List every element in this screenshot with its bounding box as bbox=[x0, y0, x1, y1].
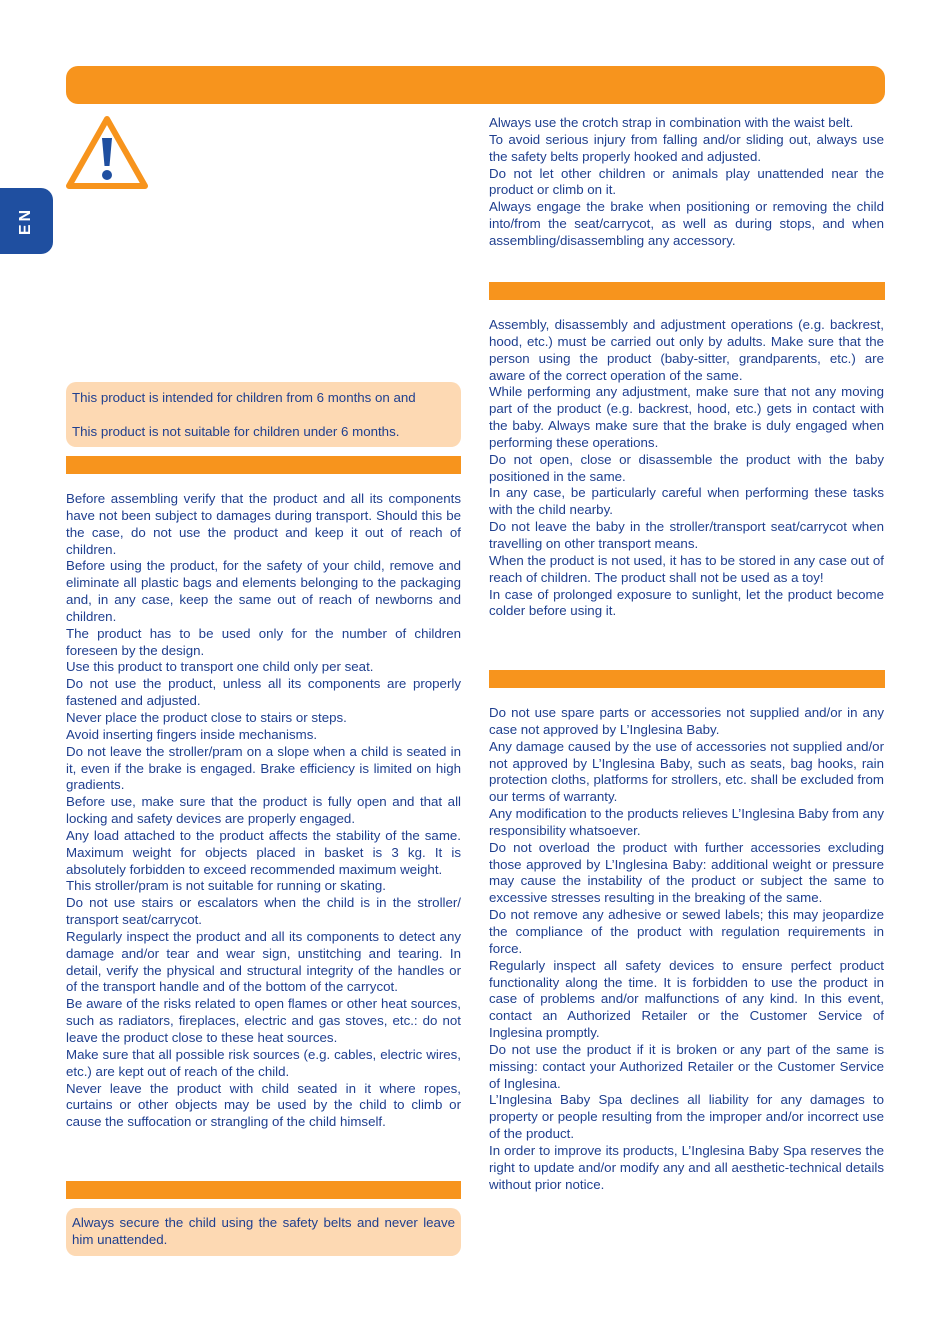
paragraph: Do not use the product if it is broken or any part of the same is missing: contact your Authorized Retailer or the Customer Service of Inglesina. bbox=[489, 1041, 884, 1091]
paragraph: Before use, make sure that the product is fully open and that all locking and safety devices are properly engaged. bbox=[66, 794, 461, 827]
age-notice-line-1: This product is intended for children from 6 months on and bbox=[72, 390, 416, 405]
accessories-text bbox=[489, 705, 884, 1193]
paragraph: To avoid serious injury from falling and/or sliding out, always use the safety belts properly hooked and adjusted. bbox=[489, 131, 884, 164]
paragraph: The product has to be used only for the number of children foreseen by the design. bbox=[66, 625, 461, 658]
paragraph: Any modification to the products relieves L’Inglesina Baby from any responsibility whatsoever. bbox=[489, 806, 884, 838]
age-notice-box bbox=[66, 382, 461, 447]
paragraph: Before assembling verify that the product and all its components have not been subject to damages during transport. Should this be the case, do not use the product and keep it out of reach of children. bbox=[66, 491, 461, 557]
paragraph: Do not use the product, unless all its components are properly fastened and adjusted. bbox=[66, 676, 461, 709]
paragraph: Before using the product, for the safety of your child, remove and eliminate all plastic bags and elements belonging to the packaging and, in any case, keep the same out of reach of newborns and children. bbox=[66, 558, 461, 624]
paragraph: Assembly, disassembly and adjustment operations (e.g. backrest, hood, etc.) must be carried out only by adults. Make sure that the person using the product (baby-sitter, grandparents, etc.) are aware of the correct operation of the same. bbox=[489, 317, 884, 383]
section-bar-assembly bbox=[489, 282, 885, 300]
paragraph: Do not use spare parts or accessories not supplied and/or in any case not approved by L’Inglesina Baby. bbox=[489, 705, 884, 737]
paragraph: While performing any adjustment, make sure that not any moving part of the product (e.g. backrest, hood, etc.) gets in contact with the baby. Always make sure that the brake is duly engaged when performing these operations. bbox=[489, 384, 884, 450]
age-notice-line-2: This product is not suitable for children under 6 months. bbox=[72, 424, 400, 439]
paragraph: Regularly inspect the product and all its components to detect any damage and/or tear and wear sign, unstitching and tearing. In detail, verify the physical and structural integrity of the handles or of the transport handle and of the bottom of the carrycot. bbox=[66, 928, 461, 995]
safety-belt-notice-text: Always secure the child using the safety belts and never leave him unattended. bbox=[72, 1215, 455, 1247]
paragraph: In order to improve its products, L’Inglesina Baby Spa reserves the right to update and/or modify any and all aesthetic-technical details without prior notice. bbox=[489, 1142, 884, 1192]
paragraph: Always engage the brake when positioning or removing the child into/from the seat/carrycot, as well as during stops, and when assembling/disassembling any accessory. bbox=[489, 199, 884, 248]
header-bar bbox=[66, 66, 885, 104]
paragraph: In case of prolonged exposure to sunlight, let the product become colder before using it. bbox=[489, 586, 884, 619]
paragraph: Never leave the product with child seated in it where ropes, curtains or other objects may be used by the child to climb or cause the suffocation or strangling of the child himself. bbox=[66, 1080, 461, 1130]
section-bar-general bbox=[66, 456, 461, 474]
paragraph: Never place the product close to stairs or steps. bbox=[66, 709, 347, 725]
paragraph: Do not overload the product with further accessories excluding those approved by L’Inglesina Baby: additional weight or pressure may cause the instability of the product or subject the same to excessive stresses resulting in the breaking of the same. bbox=[489, 839, 884, 906]
paragraph: When the product is not used, it has to be stored in any case out of reach of children. The product shall not be used as a toy! bbox=[489, 552, 884, 585]
paragraph: Avoid inserting fingers inside mechanisms. bbox=[66, 726, 318, 742]
safety-belt-notice-box bbox=[66, 1208, 461, 1256]
language-tab-label: EN bbox=[17, 206, 35, 236]
language-tab bbox=[0, 188, 53, 254]
paragraph: Always use the crotch strap in combination with the waist belt. bbox=[489, 115, 854, 130]
paragraph: Use this product to transport one child only per seat. bbox=[66, 659, 374, 675]
section-bar-safety bbox=[66, 1181, 461, 1199]
paragraph: Regularly inspect all safety devices to ensure perfect product functionality along the time. It is forbidden to use the product in case of problems and/or malfunctions of any kind. In this event, contact an Authorized Retailer or the Customer Service of Inglesina promptly. bbox=[489, 957, 884, 1041]
paragraph: Do not let other children or animals play unattended near the product or climb on it. bbox=[489, 165, 884, 198]
paragraph: Do not remove any adhesive or sewed labels; this may jeopardize the compliance of the product with regulation requirements in force. bbox=[489, 907, 884, 956]
paragraph: Do not leave the stroller/pram on a slope when a child is seated in it, even if the brake is engaged. Brake efficiency is limited on high gradients. bbox=[66, 743, 461, 793]
safety-belts-text bbox=[489, 115, 884, 250]
paragraph: Be aware of the risks related to open flames or other heat sources, such as radiators, fireplaces, electric and gas stoves, etc.: do not leave the product close to these heat sources. bbox=[66, 996, 461, 1045]
paragraph: Do not leave the baby in the stroller/transport seat/carrycot when travelling on other transport means. bbox=[489, 519, 884, 551]
warning-icon bbox=[64, 114, 150, 192]
general-warnings-text bbox=[66, 491, 461, 1131]
paragraph: This stroller/pram is not suitable for running or skating. bbox=[66, 878, 387, 894]
paragraph: Any load attached to the product affects the stability of the same. Maximum weight for objects placed in basket is 3 kg. It is absolutely forbidden to exceed recommended maximum weight. bbox=[66, 827, 461, 877]
assembly-text bbox=[489, 317, 884, 620]
paragraph: In any case, be particularly careful when performing these tasks with the child nearby. bbox=[489, 485, 884, 518]
paragraph: Any damage caused by the use of accessories not supplied and/or not approved by L’Inglesina Baby, such as seats, bag hooks, rain protection cloths, platforms for strollers, etc. shall be excluded from our terms of warranty. bbox=[489, 738, 884, 805]
paragraph: L’Inglesina Baby Spa declines all liability for any damages to property or people resulting from the improper and/or incorrect use of the product. bbox=[489, 1092, 884, 1142]
paragraph: Do not use stairs or escalators when the child is in the stroller/ transport seat/carrycot. bbox=[66, 895, 461, 928]
section-bar-accessories bbox=[489, 670, 885, 688]
paragraph: Make sure that all possible risk sources (e.g. cables, electric wires, etc.) are kept out of reach of the child. bbox=[66, 1046, 461, 1079]
paragraph: Do not open, close or disassemble the product with the baby positioned in the same. bbox=[489, 451, 884, 484]
